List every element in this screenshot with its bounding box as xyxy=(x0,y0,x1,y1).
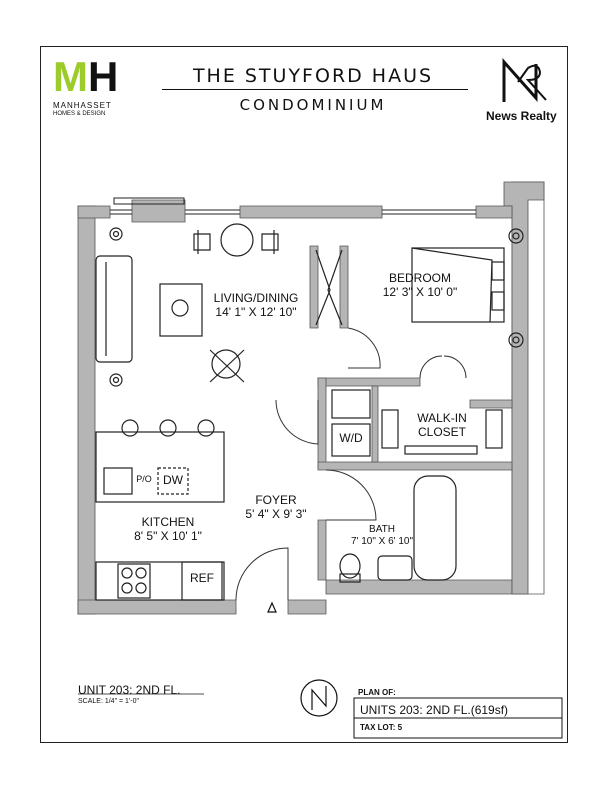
wall-closet-top-2 xyxy=(470,400,512,408)
wd-label: W/D xyxy=(339,431,363,445)
wall-bath-left xyxy=(318,520,326,580)
sofa xyxy=(96,256,132,362)
news-realty-label: News Realty xyxy=(486,109,557,123)
manhasset-logo: MH xyxy=(53,53,119,100)
wall-bottom-foyer xyxy=(288,600,326,614)
wall-bedroom-left-2 xyxy=(340,246,348,328)
wall-bottom-kitchen xyxy=(78,600,236,614)
bedroom-label: BEDROOM 12' 3" X 10' 0" xyxy=(382,271,458,299)
wall-bath-top xyxy=(318,462,512,470)
page-title: THE STUYFORD HAUS xyxy=(192,65,434,87)
wall-top-2 xyxy=(132,200,185,222)
ref-label: REF xyxy=(190,571,214,585)
foyer-label: FOYER 5' 4" X 9' 3" xyxy=(245,493,307,521)
closet-label: WALK-IN CLOSET xyxy=(417,411,467,439)
wall-closet-top xyxy=(318,378,420,386)
washer xyxy=(332,390,370,418)
plan-of-label: PLAN OF: xyxy=(358,688,396,697)
dw-label: DW xyxy=(163,473,183,487)
logo-line-1: MANHASSET xyxy=(53,101,112,110)
bath-label: BATH 7' 10" X 6' 10" xyxy=(350,524,414,547)
living-label: LIVING/DINING 14' 1" X 12' 10" xyxy=(213,291,299,319)
tax-lot: TAX LOT: 5 xyxy=(360,723,403,732)
scale-note: SCALE: 1/4" = 1'-0" xyxy=(78,698,139,705)
units-title: UNITS 203: 2ND FL.(619sf) xyxy=(360,703,509,717)
wall-top-3 xyxy=(240,206,382,218)
po-label: P/O xyxy=(136,474,152,484)
dining-table xyxy=(221,224,253,256)
entrance-marker-icon xyxy=(268,603,276,612)
page-subtitle: CONDOMINIUM xyxy=(239,96,387,114)
logo-line-2: HOMES & DESIGN xyxy=(53,111,106,117)
wall-wd-left xyxy=(318,378,326,468)
north-arrow-icon xyxy=(301,680,337,716)
kitchen-label: KITCHEN 8' 5" X 10' 1" xyxy=(134,515,202,543)
wall-top-4 xyxy=(476,206,512,218)
wall-closet-mid xyxy=(372,386,378,462)
wall-left xyxy=(78,206,95,614)
unit-title: UNIT 203: 2ND FL. xyxy=(78,683,181,697)
kitchen-island xyxy=(96,432,224,502)
wall-top-1 xyxy=(78,206,110,218)
